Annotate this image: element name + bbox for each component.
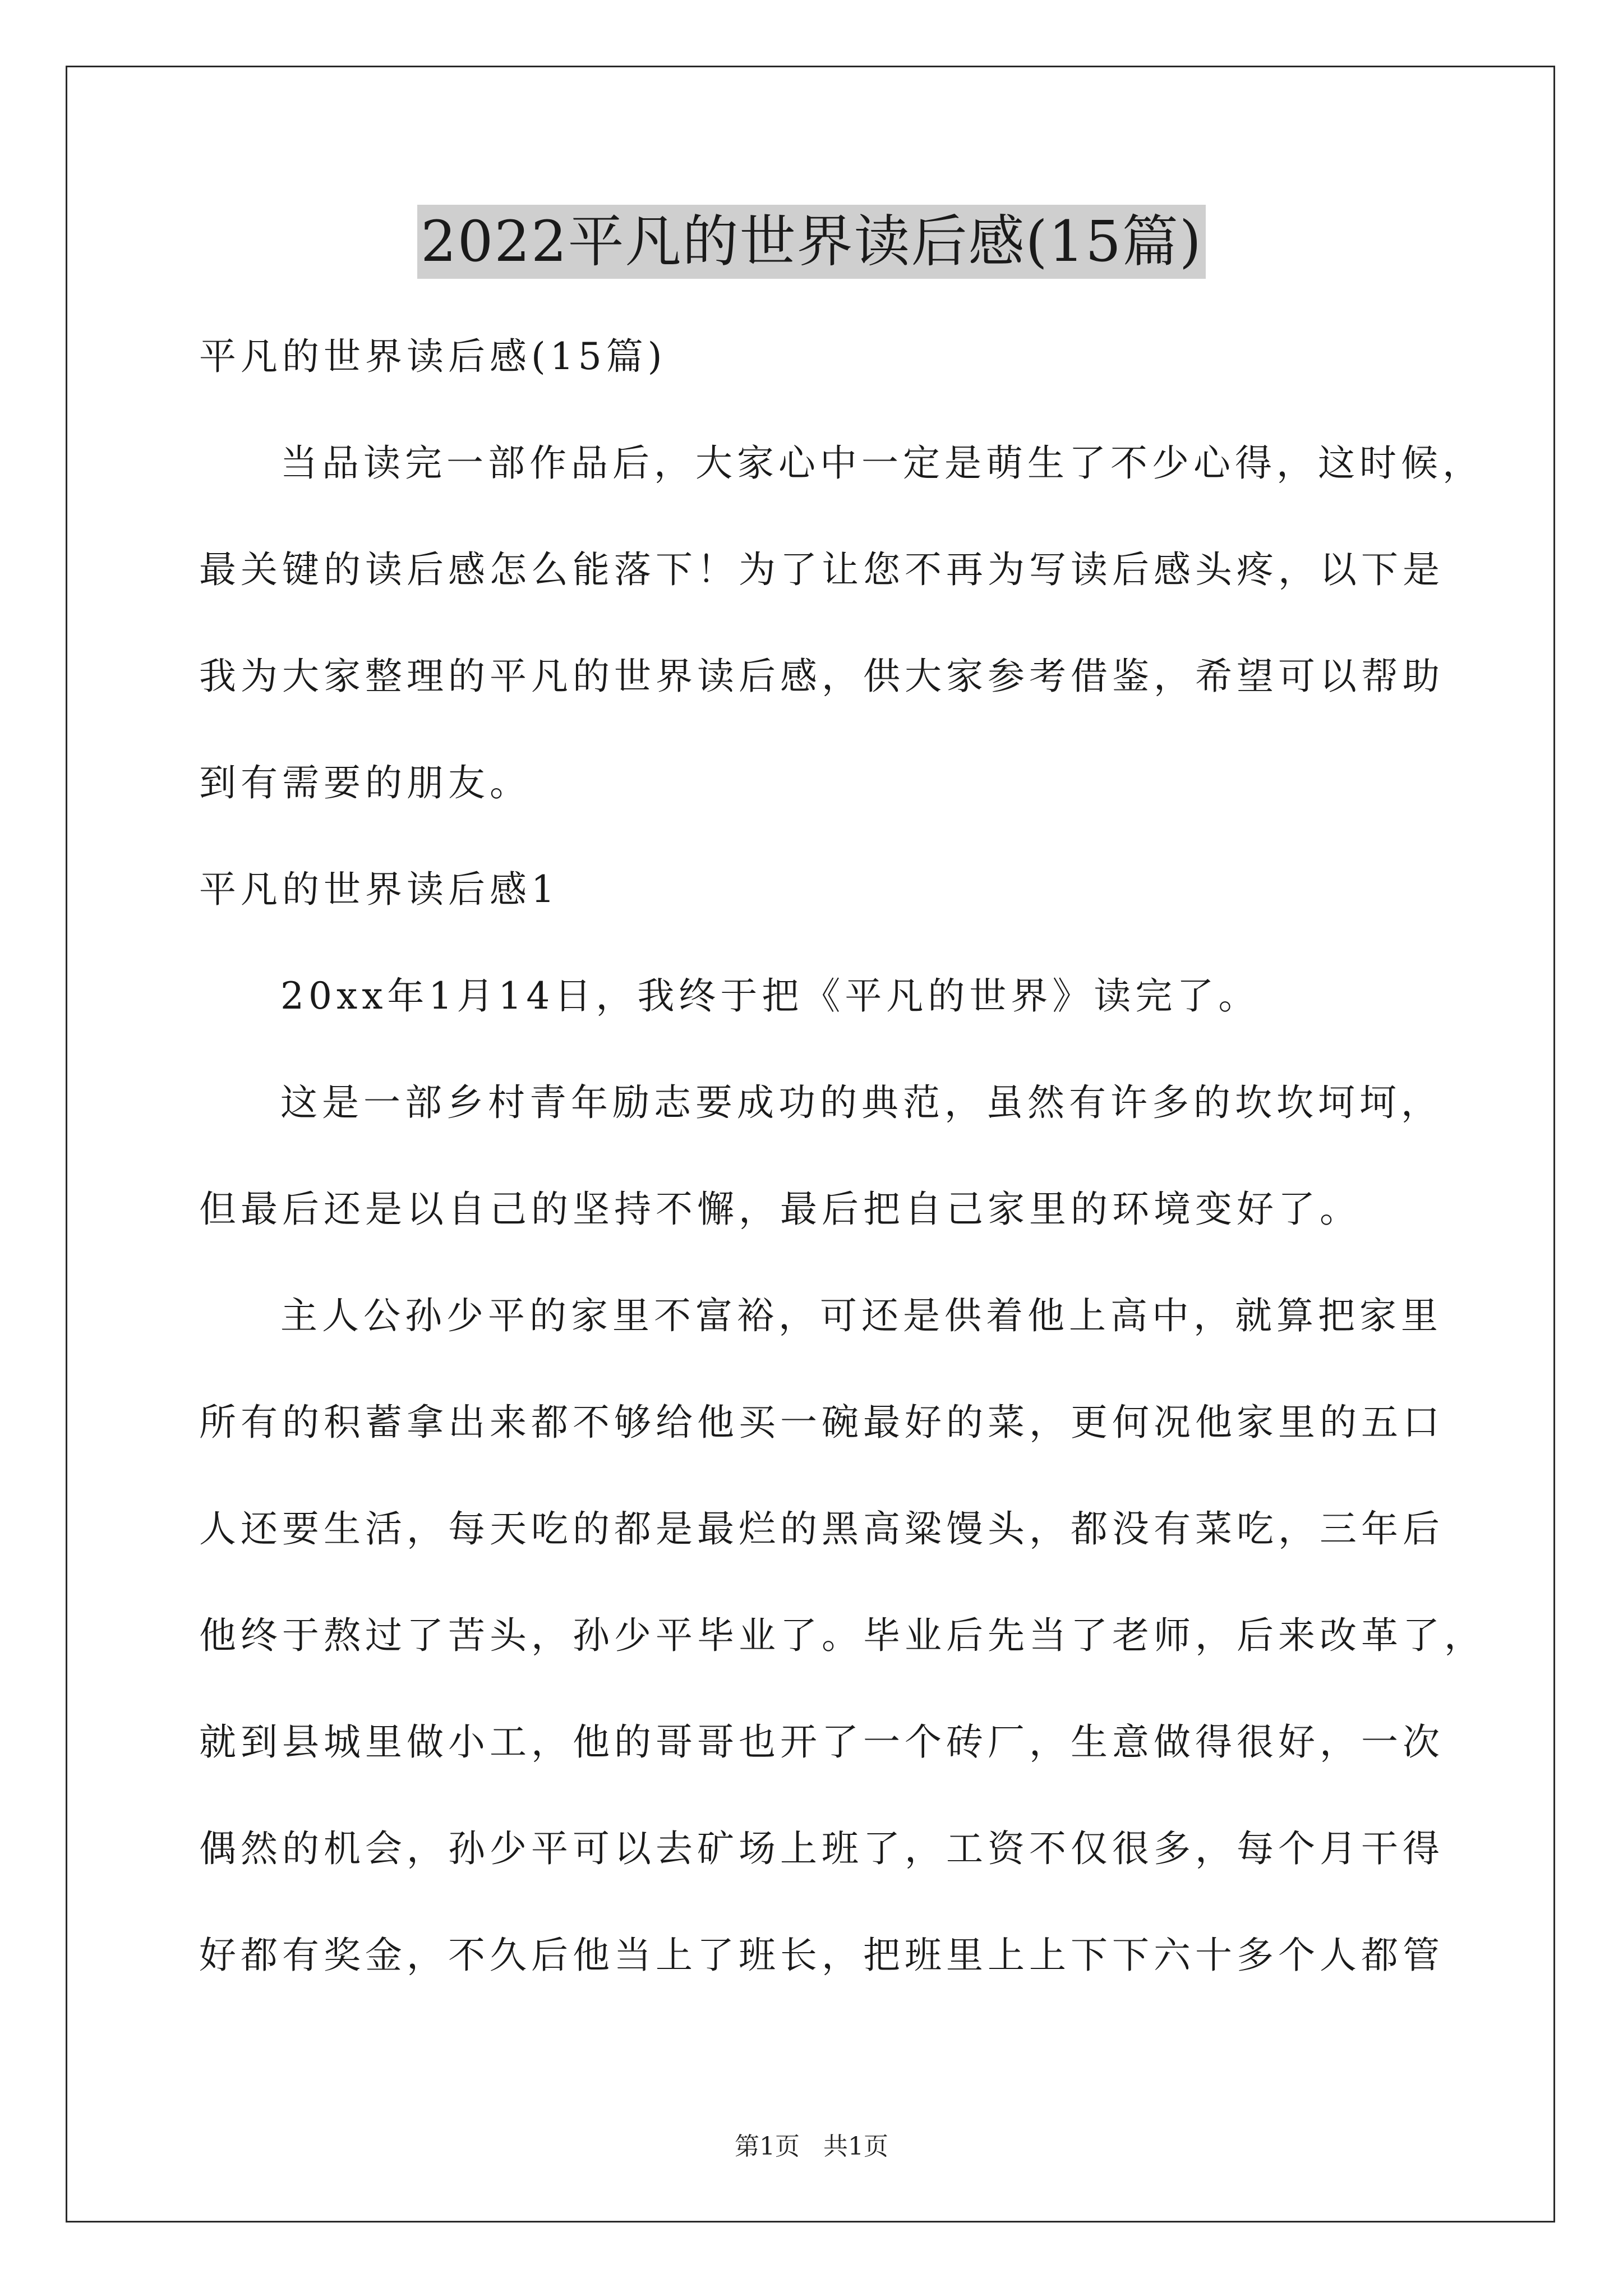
paragraph-line: 到有需要的朋友。 bbox=[199, 761, 531, 804]
paragraph-line: 人还要生活，每天吃的都是最烂的黑高粱馒头，都没有菜吃，三年后 bbox=[199, 1507, 1444, 1550]
paragraph-line: 这是一部乡村青年励志要成功的典范，虽然有许多的坎坎坷坷， bbox=[280, 1081, 1442, 1124]
paragraph-line: 他终于熬过了苦头，孙少平毕业了。毕业后先当了老师，后来改革了， bbox=[199, 1614, 1486, 1657]
paragraph-line: 我为大家整理的平凡的世界读后感，供大家参考借鉴，希望可以帮助 bbox=[199, 655, 1444, 698]
paragraph-line: 偶然的机会，孙少平可以去矿场上班了，工资不仅很多，每个月干得 bbox=[199, 1827, 1444, 1870]
paragraph-line: 就到县城里做小工，他的哥哥也开了一个砖厂，生意做得很好，一次 bbox=[199, 1720, 1444, 1764]
document-title: 2022平凡的世界读后感(15篇) bbox=[417, 205, 1206, 279]
paragraph-line: 主人公孙少平的家里不富裕，可还是供着他上高中，就算把家里 bbox=[280, 1294, 1442, 1337]
page-footer: 第1页 共1页 bbox=[735, 2132, 888, 2161]
paragraph-line: 当品读完一部作品后，大家心中一定是萌生了不少心得，这时候， bbox=[280, 441, 1484, 485]
document-body bbox=[199, 314, 1486, 2019]
paragraph-line: 所有的积蓄拿出来都不够给他买一碗最好的菜，更何况他家里的五口 bbox=[199, 1401, 1444, 1444]
paragraph-line: 20xx年1月14日，我终于把《平凡的世界》读完了。 bbox=[280, 974, 1260, 1018]
title-container bbox=[0, 205, 1623, 279]
paragraph-line: 但最后还是以自己的坚持不懈，最后把自己家里的环境变好了。 bbox=[199, 1188, 1361, 1231]
section-heading: 平凡的世界读后感1 bbox=[199, 868, 559, 911]
subtitle-line: 平凡的世界读后感(15篇) bbox=[199, 335, 667, 378]
paragraph-line: 最关键的读后感怎么能落下！为了让您不再为写读后感头疼，以下是 bbox=[199, 548, 1444, 591]
paragraph-line: 好都有奖金，不久后他当上了班长，把班里上上下下六十多个人都管 bbox=[199, 1934, 1444, 1977]
